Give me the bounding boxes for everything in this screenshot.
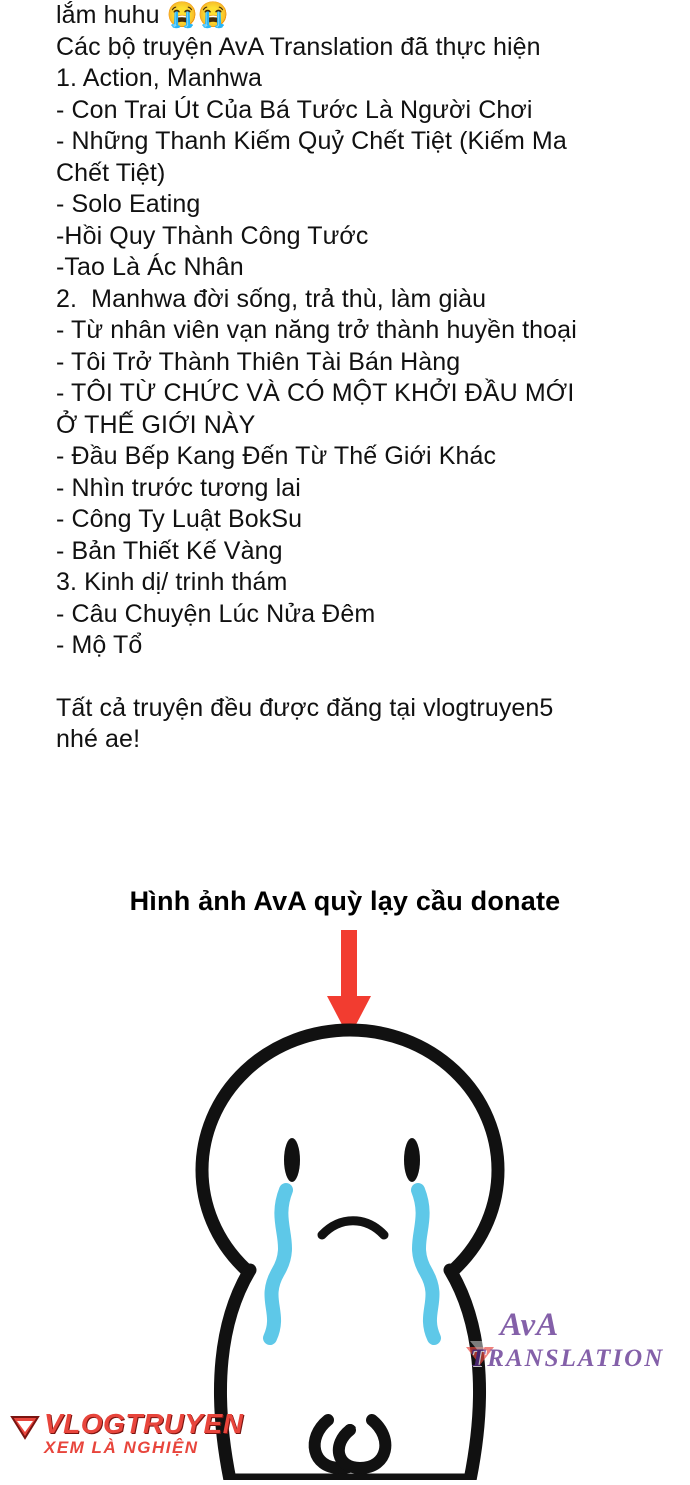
logo-mark-icon [10, 1412, 40, 1442]
text-line: - Công Ty Luật BokSu [56, 505, 303, 533]
site-logo [8, 1408, 248, 1470]
text-line: - Câu Chuyện Lúc Nửa Đêm [56, 599, 376, 628]
announcement-text [56, 0, 656, 756]
text-line: 2. Manhwa đời sống, trả thù, làm giàu [56, 284, 487, 313]
text-line: - Solo Eating [56, 190, 201, 218]
text-line: -Hồi Quy Thành Công Tước [56, 221, 369, 250]
text-line: - Những Thanh Kiếm Quỷ Chết Tiệt (Kiếm Ma [56, 127, 567, 155]
site-logo-name: VLOGTRUYEN [44, 1408, 244, 1439]
watermark-title: AvA [500, 1307, 560, 1343]
text-line: Ở THẾ GIỚI NÀY [56, 410, 256, 439]
text-line: -Tao Là Ác Nhân [56, 253, 244, 281]
text-line: Tất cả truyện đều được đăng tại vlogtruyen5 [56, 693, 554, 722]
site-logo-tagline: XEM LÀ NGHIỆN [44, 1438, 199, 1457]
text-line: 1. Action, Manhwa [56, 64, 262, 92]
text-line: 3. Kinh dị/ trinh thám [56, 568, 288, 596]
text-line-spacer [56, 662, 656, 693]
text-line: - Nhìn trước tương lai [56, 473, 301, 502]
text-line: - Tôi Trở Thành Thiên Tài Bán Hàng [56, 347, 461, 376]
text-line: lắm huhu 😭😭 [56, 1, 230, 29]
watermark-subtitle: TRANSLATION [470, 1345, 665, 1372]
text-line: nhé ae! [56, 725, 141, 753]
text-line: - TÔI TỪ CHỨC VÀ CÓ MỘT KHỞI ĐẦU MỚI [56, 379, 575, 407]
text-line: - Đầu Bếp Kang Đến Từ Thế Giới Khác [56, 442, 497, 470]
donate-headline: Hình ảnh AvA quỳ lạy cầu donate [129, 886, 561, 916]
text-line: - Bản Thiết Kế Vàng [56, 536, 283, 565]
translation-group-watermark [460, 1305, 665, 1385]
text-line: Chết Tiệt) [56, 158, 166, 187]
text-line: - Con Trai Út Của Bá Tước Là Người Chơi [56, 95, 533, 124]
text-line: - Mộ Tổ [56, 631, 143, 659]
text-line: Các bộ truyện AvA Translation đã thực hiện [56, 32, 541, 61]
text-line: - Từ nhân viên vạn năng trở thành huyền thoại [56, 316, 577, 344]
